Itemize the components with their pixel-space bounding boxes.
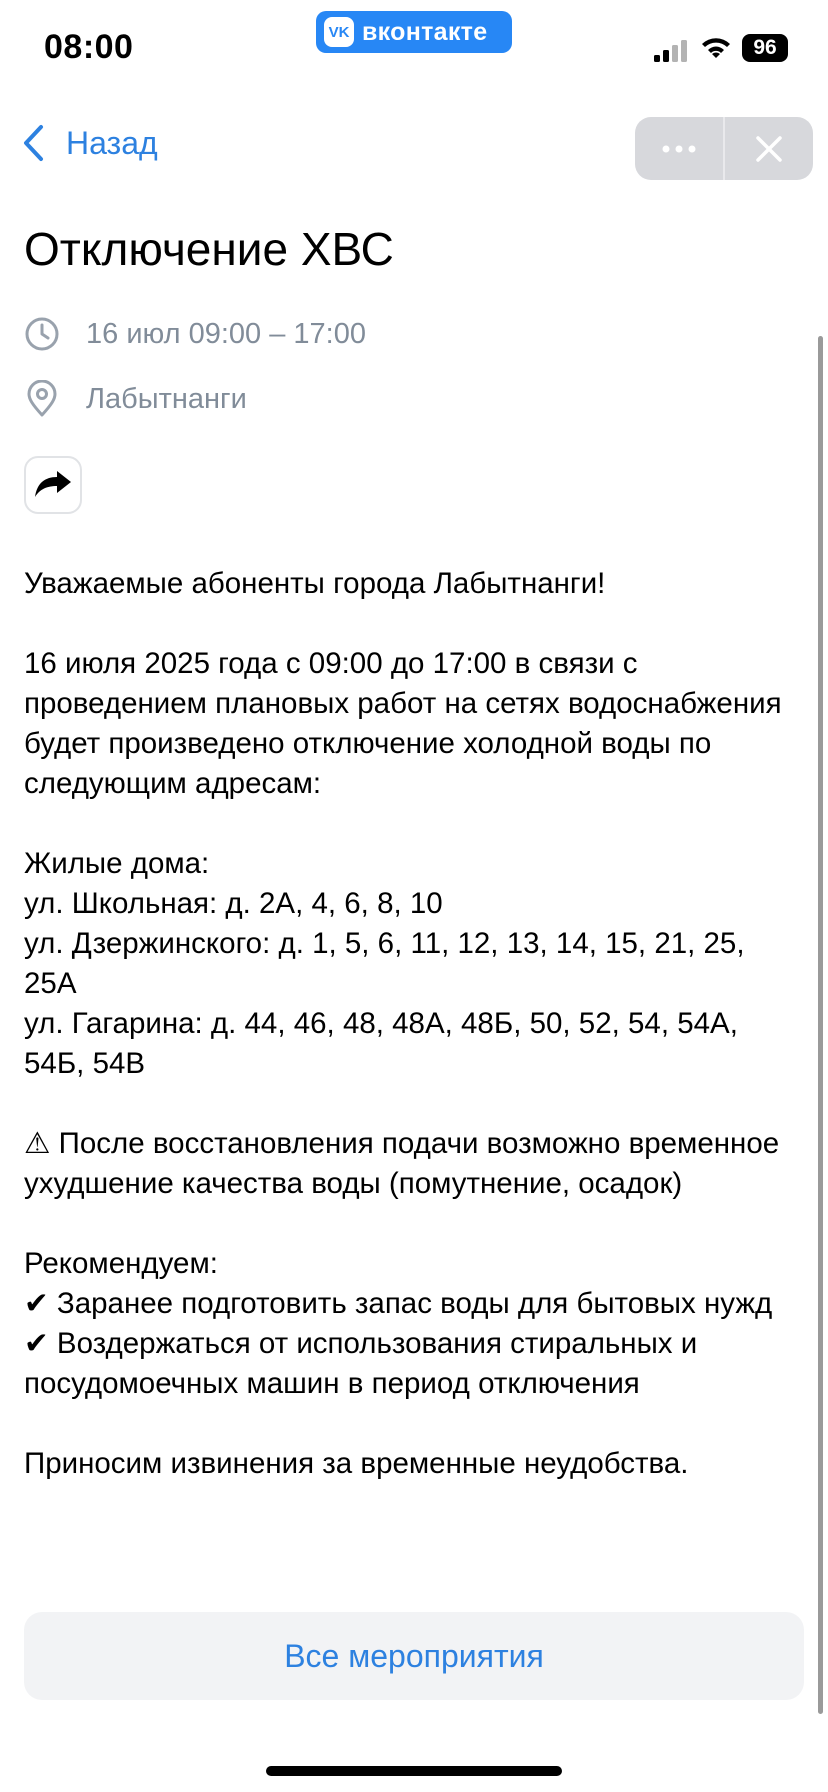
- back-label: Назад: [66, 124, 158, 161]
- more-button[interactable]: [635, 117, 723, 180]
- status-bar: [0, 0, 828, 100]
- more-dots-icon: [662, 145, 696, 153]
- event-location-row: [24, 380, 247, 418]
- wifi-icon: [700, 36, 732, 60]
- clock-icon: [24, 316, 60, 352]
- status-time: 08:00: [44, 28, 134, 66]
- event-datetime-row: [24, 316, 366, 352]
- mini-app-capsule: [635, 117, 813, 180]
- home-indicator: [266, 1766, 562, 1776]
- vk-logo-icon: VK: [324, 17, 354, 47]
- event-datetime: 16 июл 09:00 – 17:00: [86, 317, 366, 350]
- vk-app-name: вконтакте: [362, 17, 488, 46]
- back-button[interactable]: [22, 124, 158, 162]
- all-events-button[interactable]: [24, 1612, 804, 1700]
- location-pin-icon: [24, 380, 60, 418]
- share-button[interactable]: [24, 456, 82, 514]
- vk-app-badge[interactable]: [316, 11, 512, 53]
- close-button[interactable]: [725, 117, 813, 180]
- event-description: Уважаемые абоненты города Лабытнанги! 16 июля 2025 года с 09:00 до 17:00 в связи с проведением плановых работ на сетях водоснабжения будет произведено отключение холодной воды по следующим адресам: Жилые дома: ул. Школьная: д. 2А, 4, 6, 8, 10 ул. Дзержинского: д. 1, 5, 6, 11, 12, 13, 14, 15, 21, 25, 25А ул. Гагарина: д. 44, 46, 48, 48А, 48Б, 50, 52, 54, 54А, 54Б, 54В ⚠ После восстановления подачи возможно временное ухудшение качества воды (помутнение, осадок) Рекомендуем: ✔ Заранее подготовить запас воды для бытовых нужд ✔ Воздержаться от использования стиральных и посудомоечных машин в период отключения Приносим извинения за временные неудобства.: [24, 567, 782, 1480]
- event-location: Лабытнанги: [86, 382, 247, 415]
- share-arrow-icon: [33, 469, 73, 501]
- all-events-label: Все мероприятия: [284, 1637, 544, 1674]
- chevron-left-icon: [22, 124, 44, 162]
- event-title: Отключение ХВС: [24, 223, 394, 275]
- scrollbar[interactable]: [818, 336, 823, 1714]
- close-icon: [755, 135, 783, 163]
- battery-indicator: 96: [742, 34, 788, 62]
- cellular-signal-icon: [654, 40, 692, 62]
